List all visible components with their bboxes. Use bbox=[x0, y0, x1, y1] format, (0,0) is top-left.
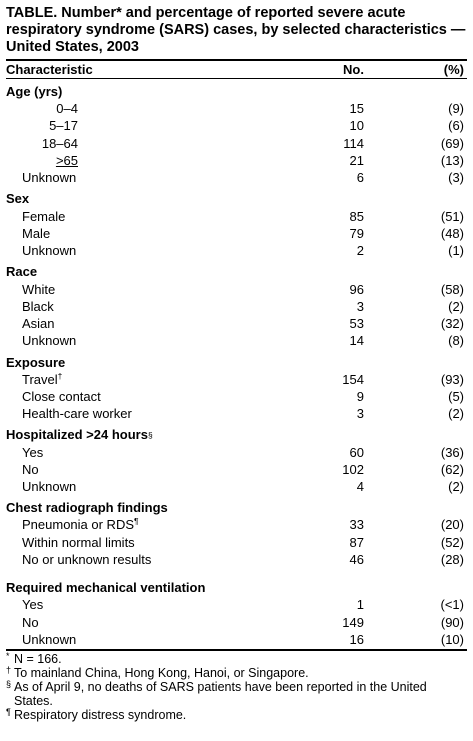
column-header-row bbox=[6, 61, 467, 78]
table-row bbox=[6, 315, 467, 332]
header-characteristic: Characteristic bbox=[6, 62, 93, 77]
row-pct: (62) bbox=[440, 461, 464, 477]
row-no: 85 bbox=[349, 208, 364, 224]
group-title-radiograph: Chest radiograph findings bbox=[6, 500, 168, 516]
row-pct: (2) bbox=[448, 479, 464, 495]
row-label: Within normal limits bbox=[22, 534, 135, 550]
row-no: 53 bbox=[349, 316, 364, 332]
table-row bbox=[6, 551, 467, 568]
row-no: 2 bbox=[356, 243, 364, 259]
header-pct: (%) bbox=[443, 62, 464, 77]
row-label: No bbox=[22, 461, 39, 477]
row-label: Unknown bbox=[22, 243, 77, 259]
row-label: 18–64 bbox=[41, 135, 78, 151]
row-label: Unknown bbox=[22, 170, 77, 186]
row-no: 6 bbox=[356, 170, 364, 186]
row-label: No or unknown results bbox=[22, 552, 152, 568]
table-row bbox=[6, 169, 467, 186]
table-row bbox=[6, 534, 467, 551]
row-no: 33 bbox=[349, 517, 364, 533]
row-pct: (9) bbox=[448, 101, 464, 117]
row-no: 10 bbox=[349, 118, 364, 134]
row-pct: (2) bbox=[448, 406, 464, 422]
row-no: 3 bbox=[356, 298, 364, 314]
footnote-text: Respiratory distress syndrome. bbox=[14, 708, 187, 723]
section-spacer bbox=[6, 568, 467, 575]
group-title-age: Age (yrs) bbox=[6, 84, 63, 99]
row-label: Yes bbox=[22, 597, 44, 613]
row-pct: (8) bbox=[448, 333, 464, 349]
footnote-mark-pilcrow: ¶ bbox=[134, 516, 139, 527]
row-label-travel bbox=[6, 372, 304, 387]
group-title-race: Race bbox=[6, 264, 38, 280]
row-no: 3 bbox=[356, 406, 364, 422]
row-pct: (69) bbox=[440, 135, 464, 151]
table-row bbox=[6, 117, 467, 134]
table-title: TABLE. Number* and percentage of reported severe acute respiratory syndrome (SARS) cases, by selected characteristics — United States, 2003 bbox=[6, 5, 466, 55]
row-no: 1 bbox=[356, 597, 364, 613]
footnote-text: To mainland China, Hong Kong, Hanoi, or Singapore. bbox=[14, 666, 309, 681]
footnote bbox=[6, 666, 467, 680]
row-label: Travel bbox=[22, 371, 58, 387]
row-pct: (52) bbox=[440, 534, 464, 550]
row-label: Close contact bbox=[22, 389, 101, 404]
table-row bbox=[6, 225, 467, 242]
row-label: 0–4 bbox=[56, 101, 78, 117]
row-pct: (10) bbox=[440, 631, 464, 647]
row-pct: (48) bbox=[440, 225, 464, 241]
row-label: No bbox=[22, 614, 39, 630]
table-row bbox=[6, 371, 467, 388]
table-row bbox=[6, 478, 467, 495]
row-label: White bbox=[22, 281, 56, 297]
row-label: Female bbox=[22, 208, 66, 224]
footnote-mark: ¶ bbox=[6, 707, 11, 718]
row-label: Black bbox=[22, 298, 54, 314]
footnote-mark-dagger: † bbox=[57, 370, 63, 381]
row-pct: (28) bbox=[440, 552, 464, 568]
table-row bbox=[6, 242, 467, 259]
table-row bbox=[6, 614, 467, 631]
table-row bbox=[6, 596, 467, 613]
table-row bbox=[6, 443, 467, 460]
row-label: Male bbox=[22, 225, 51, 241]
row-pct: (20) bbox=[440, 517, 464, 533]
row-no: 79 bbox=[349, 225, 364, 241]
table-row bbox=[6, 461, 467, 478]
row-label-pneumonia bbox=[6, 517, 304, 532]
row-no: 4 bbox=[356, 479, 364, 495]
row-no: 154 bbox=[342, 371, 364, 387]
row-pct: (32) bbox=[440, 316, 464, 332]
table-row bbox=[6, 135, 467, 152]
row-label: Yes bbox=[22, 444, 44, 460]
footnote bbox=[6, 652, 467, 666]
row-no: 9 bbox=[356, 389, 364, 404]
row-no: 102 bbox=[342, 461, 364, 477]
table-row bbox=[6, 100, 467, 117]
row-pct: (36) bbox=[440, 444, 464, 460]
table-row bbox=[6, 280, 467, 297]
row-label: Unknown bbox=[22, 479, 77, 495]
row-label: Unknown bbox=[22, 333, 77, 349]
row-pct: (13) bbox=[440, 153, 464, 169]
footnote-text: As of April 9, no deaths of SARS patients have been reported in the United States. bbox=[14, 680, 427, 709]
sars-table bbox=[6, 0, 467, 722]
row-no: 21 bbox=[349, 153, 364, 169]
row-no: 14 bbox=[349, 333, 364, 349]
footnote-mark: † bbox=[6, 665, 12, 676]
row-pct: (93) bbox=[440, 371, 464, 387]
footnote bbox=[6, 708, 467, 722]
row-pct: (58) bbox=[440, 281, 464, 297]
row-label: Pneumonia or RDS bbox=[22, 517, 134, 533]
row-pct: (6) bbox=[448, 118, 464, 134]
row-no: 15 bbox=[349, 101, 364, 117]
header-no: No. bbox=[343, 62, 364, 77]
row-no: 149 bbox=[342, 614, 364, 630]
footnote-text: N = 166. bbox=[14, 652, 62, 667]
row-label: Asian bbox=[22, 316, 55, 332]
table-row bbox=[6, 631, 467, 648]
row-pct: (2) bbox=[448, 298, 464, 314]
row-pct: (<1) bbox=[440, 597, 464, 613]
row-label: Health-care worker bbox=[22, 406, 132, 422]
row-pct: (5) bbox=[448, 389, 464, 404]
group-title-ventilation: Required mechanical ventilation bbox=[6, 580, 206, 596]
row-no: 16 bbox=[349, 631, 364, 647]
table-row bbox=[6, 152, 467, 169]
footnote bbox=[6, 680, 467, 708]
row-label: 5–17 bbox=[49, 118, 78, 134]
table-row bbox=[6, 298, 467, 315]
row-pct: (3) bbox=[448, 170, 464, 186]
group-title-text: Hospitalized >24 hours bbox=[6, 427, 148, 443]
group-title-sex: Sex bbox=[6, 191, 30, 207]
row-pct: (1) bbox=[448, 243, 464, 259]
table-row bbox=[6, 516, 467, 533]
row-label: >65 bbox=[55, 153, 78, 169]
footnotes bbox=[6, 652, 467, 722]
group-title-hospitalized: Hospitalized >24 hours § bbox=[6, 427, 153, 443]
row-no: 60 bbox=[349, 444, 364, 460]
table-row bbox=[6, 405, 467, 422]
row-no: 114 bbox=[343, 135, 364, 151]
table-row bbox=[6, 207, 467, 224]
row-no: 87 bbox=[349, 534, 364, 550]
table-row bbox=[6, 332, 467, 349]
row-pct: (51) bbox=[440, 208, 464, 224]
footnote-mark: § bbox=[6, 679, 12, 690]
header-rule bbox=[6, 78, 467, 79]
group-title-exposure: Exposure bbox=[6, 354, 66, 370]
table-row bbox=[6, 388, 467, 405]
footnote-mark: * bbox=[6, 651, 10, 662]
row-no: 96 bbox=[349, 281, 364, 297]
row-no: 46 bbox=[349, 552, 364, 568]
bottom-rule bbox=[6, 649, 467, 651]
row-pct: (90) bbox=[440, 614, 464, 630]
row-label: Unknown bbox=[22, 631, 77, 647]
